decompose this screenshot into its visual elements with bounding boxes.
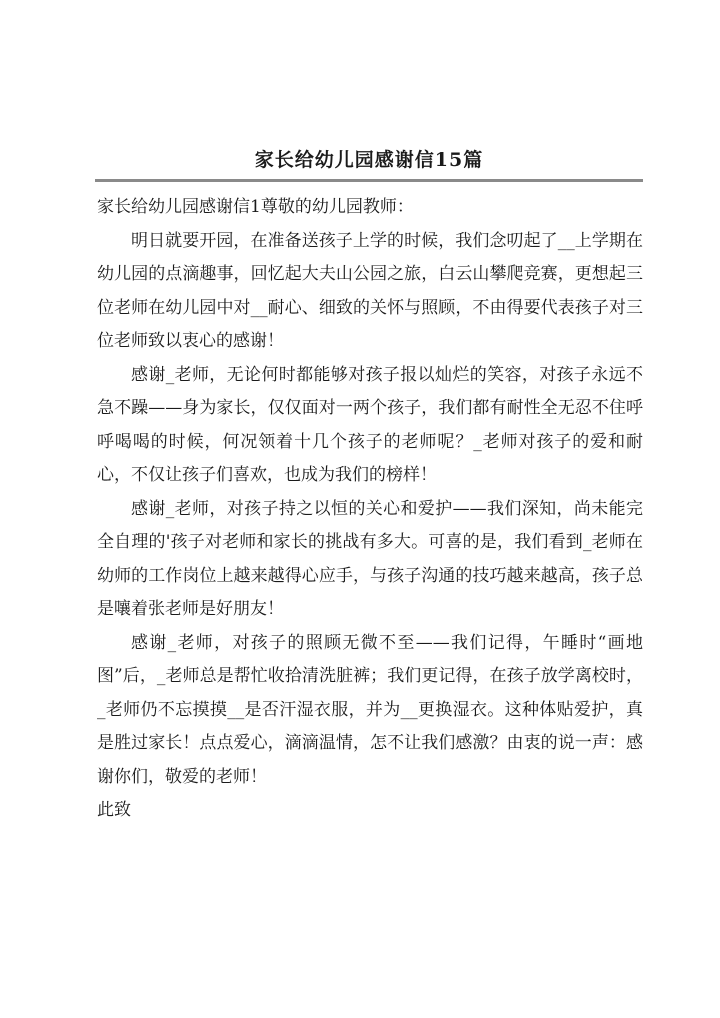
title-divider xyxy=(95,179,643,182)
salutation-paragraph: 家长给幼儿园感谢信1尊敬的幼儿园教师： xyxy=(97,197,414,217)
body-paragraph: 感谢_老师，无论何时都能够对孩子报以灿烂的笑容，对孩子永远不急不躁——身为家长，仅仅面对一两个孩子，我们都有耐性全无忍不住呼呼喝喝的时候，何况领着十几个孩子的老师呢？_老师对孩子的爱和耐心，不仅让孩子们喜欢，也成为我们的榜样！ xyxy=(97,364,643,485)
body-paragraph: 感谢_老师，对孩子持之以恒的关心和爱护——我们深知，尚未能完全自理的'孩子对老师和家长的挑战有多大。可喜的是，我们看到_老师在幼师的工作岗位上越来越得心应手，与孩子沟通的技巧越来越高，孩子总是嚷着张老师是好朋友！ xyxy=(97,498,643,619)
body-paragraph: 明日就要开园，在准备送孩子上学的时候，我们念叨起了__上学期在幼儿园的点滴趣事，回忆起大夫山公园之旅，白云山攀爬竞赛，更想起三位老师在幼儿园中对__耐心、细致的关怀与照顾，不由得要代表孩子对三位老师致以衷心的感谢！ xyxy=(97,230,643,351)
closing-paragraph: 此致 xyxy=(97,800,131,820)
document-body xyxy=(97,191,643,828)
body-paragraph: 感谢_老师，对孩子的照顾无微不至——我们记得，午睡时“画地图”后，_老师总是帮忙收拾清洗脏裤；我们更记得，在孩子放学离校时，_老师仍不忘摸摸__是否汗湿衣服，并为__更换湿衣。这种体贴爱护，真是胜过家长！点点爱心，滴滴温情，怎不让我们感激？由衷的说一声：感谢你们，敬爱的老师！ xyxy=(97,632,643,787)
document-title: 家长给幼儿园感谢信15篇 xyxy=(254,149,484,171)
